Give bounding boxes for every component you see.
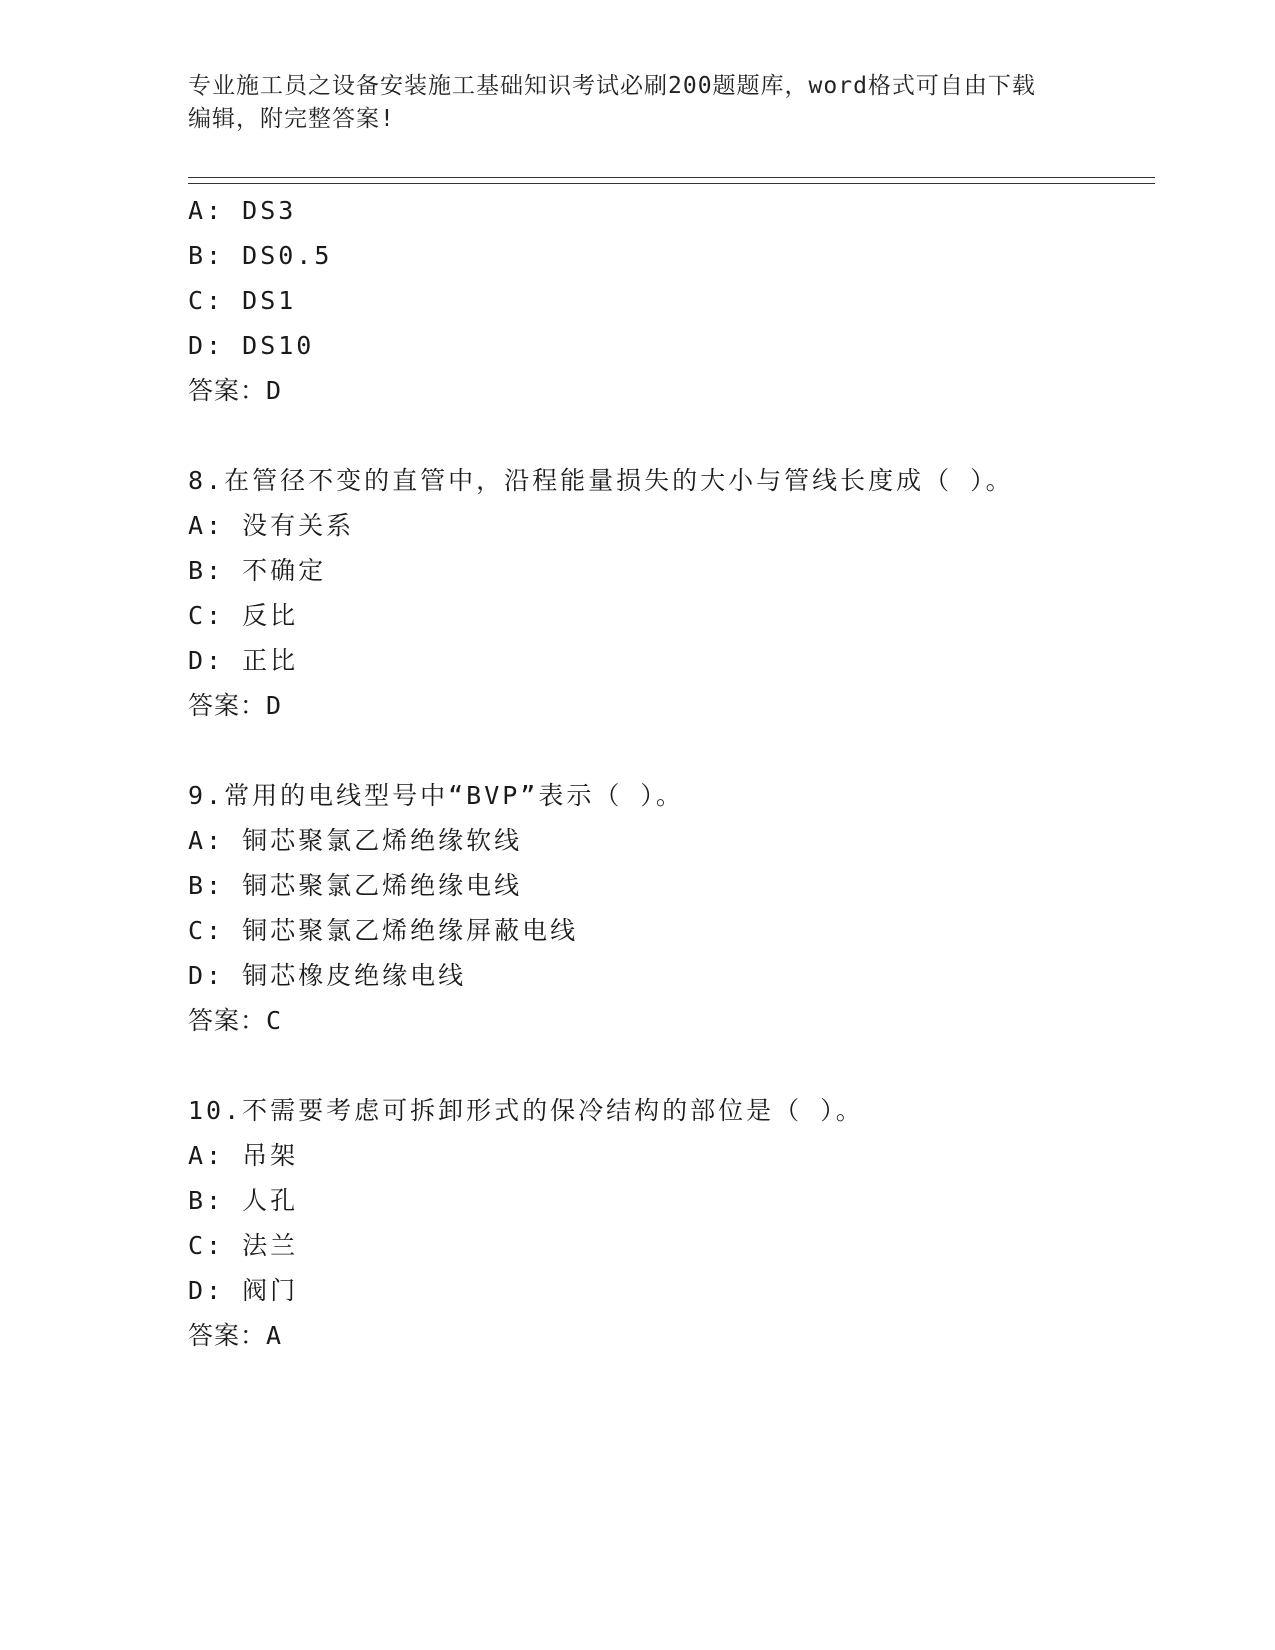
option-c: C: 反比 bbox=[188, 601, 299, 630]
header-line-1: 专业施工员之设备安装施工基础知识考试必刷200题题库，word格式可自由下载 bbox=[188, 73, 1036, 99]
option-c: C: 法兰 bbox=[188, 1231, 299, 1260]
document-header bbox=[188, 70, 1088, 136]
option-a: A: 没有关系 bbox=[188, 511, 355, 540]
option-c: C: 铜芯聚氯乙烯绝缘屏蔽电线 bbox=[188, 916, 579, 945]
answer-line: 答案：D bbox=[188, 691, 283, 720]
option-a: A: DS3 bbox=[188, 196, 297, 225]
answer-line: 答案：A bbox=[188, 1321, 283, 1350]
question-stem: 9.常用的电线型号中“BVP”表示（ ）。 bbox=[188, 781, 684, 810]
option-d: D: 正比 bbox=[188, 646, 299, 675]
header-rule-top bbox=[188, 177, 1155, 178]
option-c: C: DS1 bbox=[188, 286, 297, 315]
header-line-2: 编辑，附完整答案! bbox=[188, 106, 395, 132]
option-a: A: 铜芯聚氯乙烯绝缘软线 bbox=[188, 826, 523, 855]
answer-line: 答案：C bbox=[188, 1006, 283, 1035]
option-b: B: DS0.5 bbox=[188, 241, 333, 270]
question-stem: 8.在管径不变的直管中，沿程能量损失的大小与管线长度成（ ）。 bbox=[188, 466, 1014, 495]
option-a: A: 吊架 bbox=[188, 1141, 299, 1170]
option-d: D: DS10 bbox=[188, 331, 315, 360]
question-stem: 10.不需要考虑可拆卸形式的保冷结构的部位是（ ）。 bbox=[188, 1096, 864, 1125]
header-rule-bottom bbox=[188, 183, 1155, 184]
answer-line: 答案：D bbox=[188, 376, 283, 405]
option-b: B: 不确定 bbox=[188, 556, 327, 585]
option-b: B: 人孔 bbox=[188, 1186, 299, 1215]
option-d: D: 阀门 bbox=[188, 1276, 299, 1305]
option-b: B: 铜芯聚氯乙烯绝缘电线 bbox=[188, 871, 523, 900]
option-d: D: 铜芯橡皮绝缘电线 bbox=[188, 961, 467, 990]
